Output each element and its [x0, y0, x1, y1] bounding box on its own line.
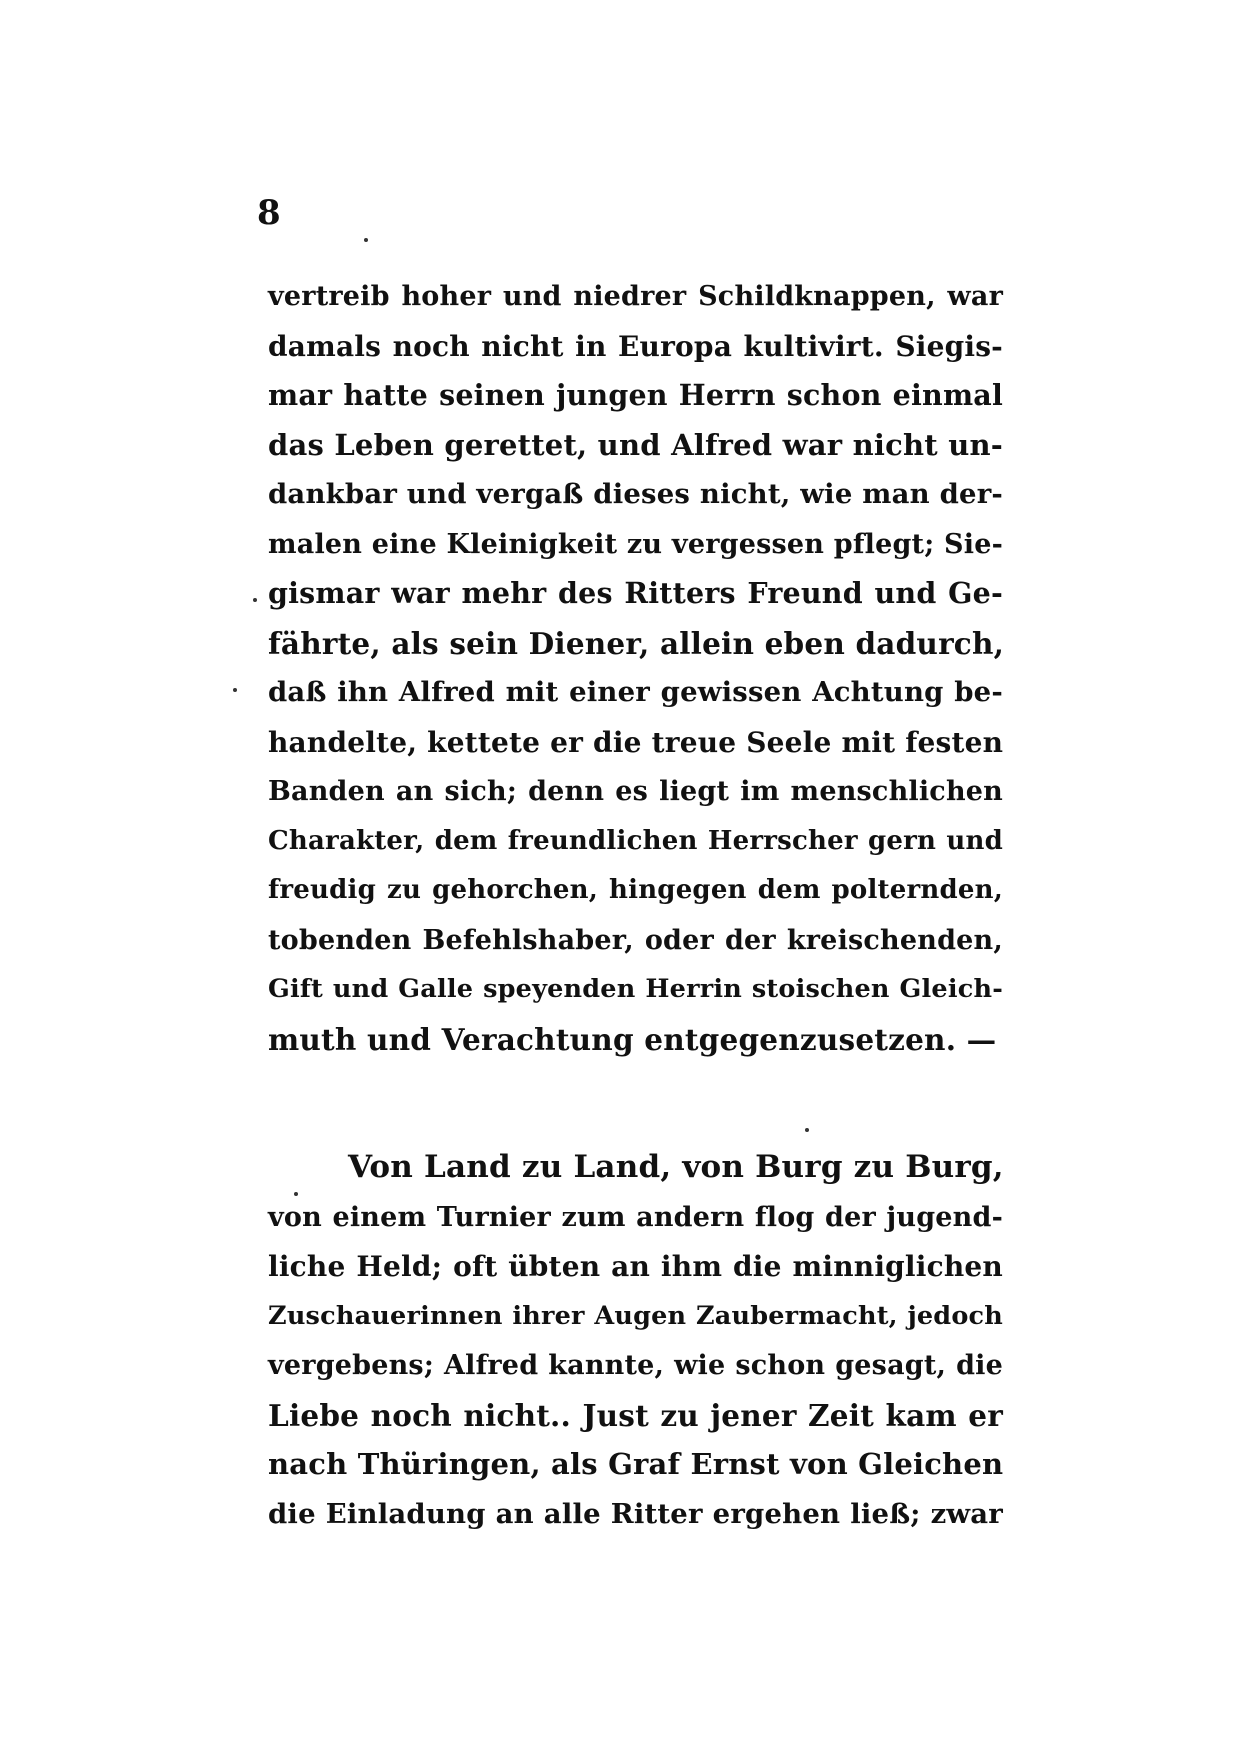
text-line: freudig zu gehorchen, hingegen dem polternden, — [268, 875, 1003, 905]
text-line: damals noch nicht in Europa kultivirt. Siegis- — [268, 329, 1003, 363]
text-line: malen eine Kleinigkeit zu vergessen pflegt; Sie- — [268, 528, 1003, 560]
text-line: handelte, kettete er die treue Seele mit festen — [268, 725, 1004, 759]
scan-speck — [364, 238, 368, 242]
scan-speck — [805, 1128, 809, 1132]
text-line: das Leben gerettet, und Alfred war nicht un- — [268, 427, 1003, 462]
text-line: liche Held; oft übten an ihm die minniglichen — [268, 1250, 1003, 1283]
text-line: tobenden Befehlshaber, oder der kreischenden, — [268, 924, 1003, 956]
text-line: die Einladung an alle Ritter ergehen ließ; zwar — [268, 1497, 1003, 1530]
paragraph-1 — [268, 272, 1003, 1064]
text-line: vergebens; Alfred kannte, wie schon gesagt, die — [268, 1350, 1003, 1381]
text-line: Charakter, dem freundlichen Herrscher gern und — [268, 825, 1003, 856]
text-line: Banden an sich; denn es liegt im menschlichen — [268, 776, 1003, 807]
text-line: Liebe noch nicht.. Just zu jener Zeit kam er — [268, 1397, 1003, 1433]
text-line: Gift und Galle speyenden Herrin stoischen Gleich- — [268, 974, 1003, 1004]
scan-speck — [253, 598, 257, 602]
scan-speck — [233, 688, 237, 692]
text-line: fährte, als sein Diener, allein eben dadurch, — [268, 625, 1005, 661]
text-line: muth und Verachtung entgegenzusetzen. — — [268, 1021, 997, 1057]
text-line: daß ihn Alfred mit einer gewissen Achtung be- — [268, 676, 1003, 708]
text-line: gismar war mehr des Ritters Freund und Ge- — [268, 576, 1003, 610]
text-line: mar hatte seinen jungen Herrn schon einmal — [268, 378, 1003, 412]
paragraph-2 — [268, 1143, 1003, 1539]
text-line: nach Thüringen, als Graf Ernst von Gleichen — [268, 1447, 1004, 1481]
scan-speck — [294, 1192, 298, 1196]
text-line: vertreib hoher und niedrer Schildknappen, war — [268, 281, 1003, 312]
text-line: dankbar und vergaß dieses nicht, wie man der- — [268, 478, 1004, 510]
text-line: Zuschauerinnen ihrer Augen Zaubermacht, jedoch — [268, 1300, 1003, 1331]
text-line: Von Land zu Land, von Burg zu Burg, — [348, 1149, 1004, 1185]
page-number: 8 — [257, 193, 281, 233]
text-line: von einem Turnier zum andern flog der jugend- — [268, 1201, 1003, 1233]
